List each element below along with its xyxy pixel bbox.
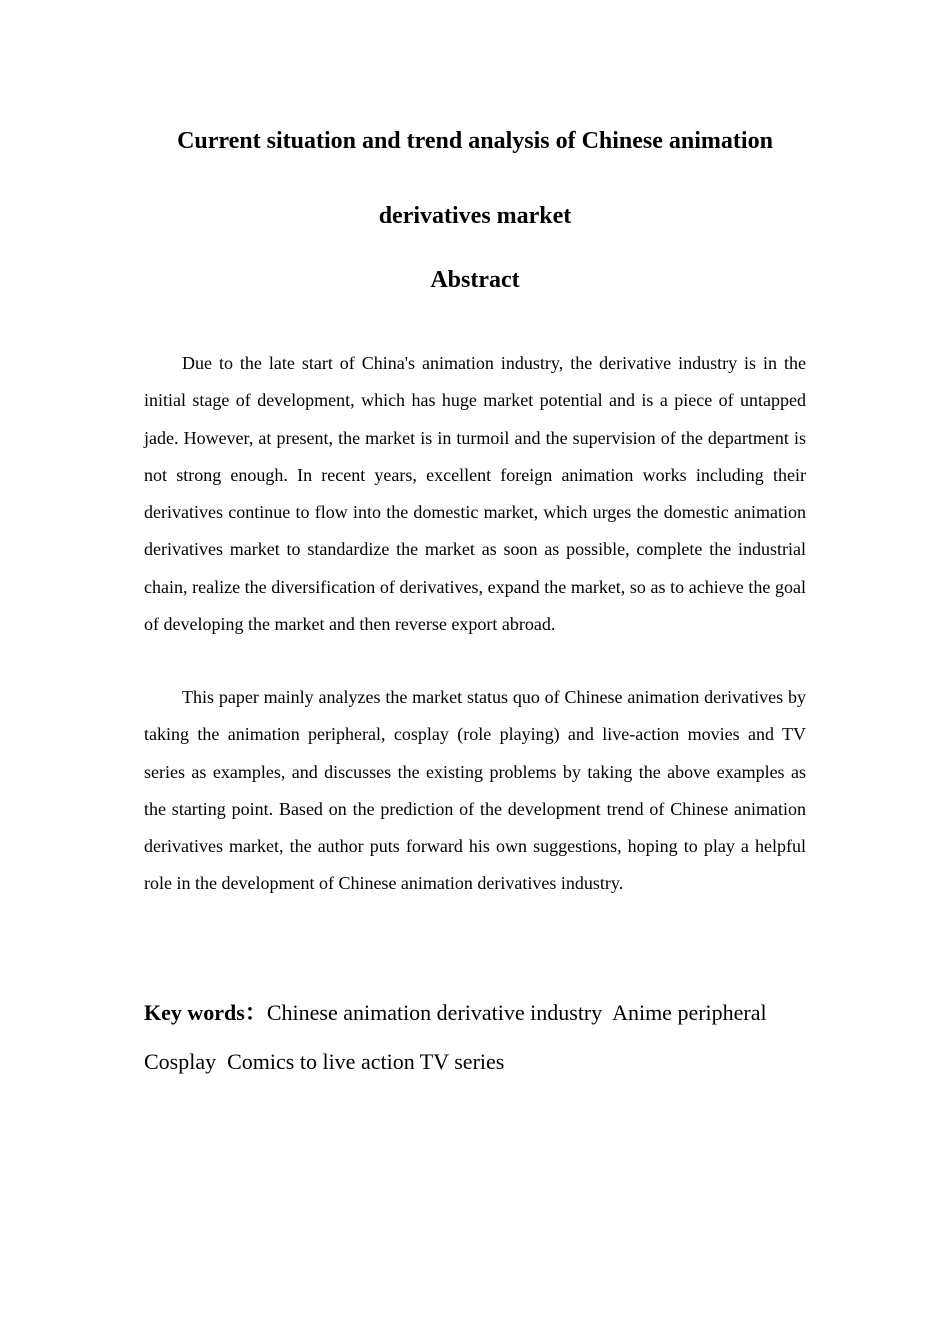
keyword-term: Chinese animation derivative industry — [266, 1000, 603, 1025]
keyword-term: Cosplay — [144, 1049, 217, 1074]
keywords-label: Key words： — [144, 1000, 267, 1025]
abstract-heading: Abstract — [430, 267, 520, 293]
keyword-term: Anime peripheral — [612, 1000, 767, 1025]
abstract-paragraph-1: Due to the late start of China's animation industry, the derivative industry is in the initial stage of development, which has huge market potential and is a piece of untapped jade. However, at present, the market is in turmoil and the supervision of the department is not strong enough. In recent years, excellent foreign animation works including their derivatives continue to flow into the domestic market, which urges the domestic animation derivatives market to standardize the market as soon as possible, complete the industrial chain, realize the diversification of derivatives, expand the market, so as to achieve the goal of developing the market and then reverse export abroad. — [144, 353, 806, 635]
keyword-term: Comics to live action TV series — [227, 1049, 505, 1074]
title-line-2: derivatives market — [378, 203, 572, 229]
keywords-section — [144, 988, 824, 1086]
title-line-1: Current situation and trend analysis of Chinese animation — [177, 128, 773, 154]
abstract-paragraph-2: This paper mainly analyzes the market status quo of Chinese animation derivatives by taking the animation peripheral, cosplay (role playing) and live-action movies and TV series as examples, and discusses the existing problems by taking the above examples as the starting point. Based on the prediction of the development trend of Chinese animation derivatives market, the author puts forward his own suggestions, hoping to play a helpful role in the development of Chinese animation derivatives industry. — [144, 687, 806, 894]
